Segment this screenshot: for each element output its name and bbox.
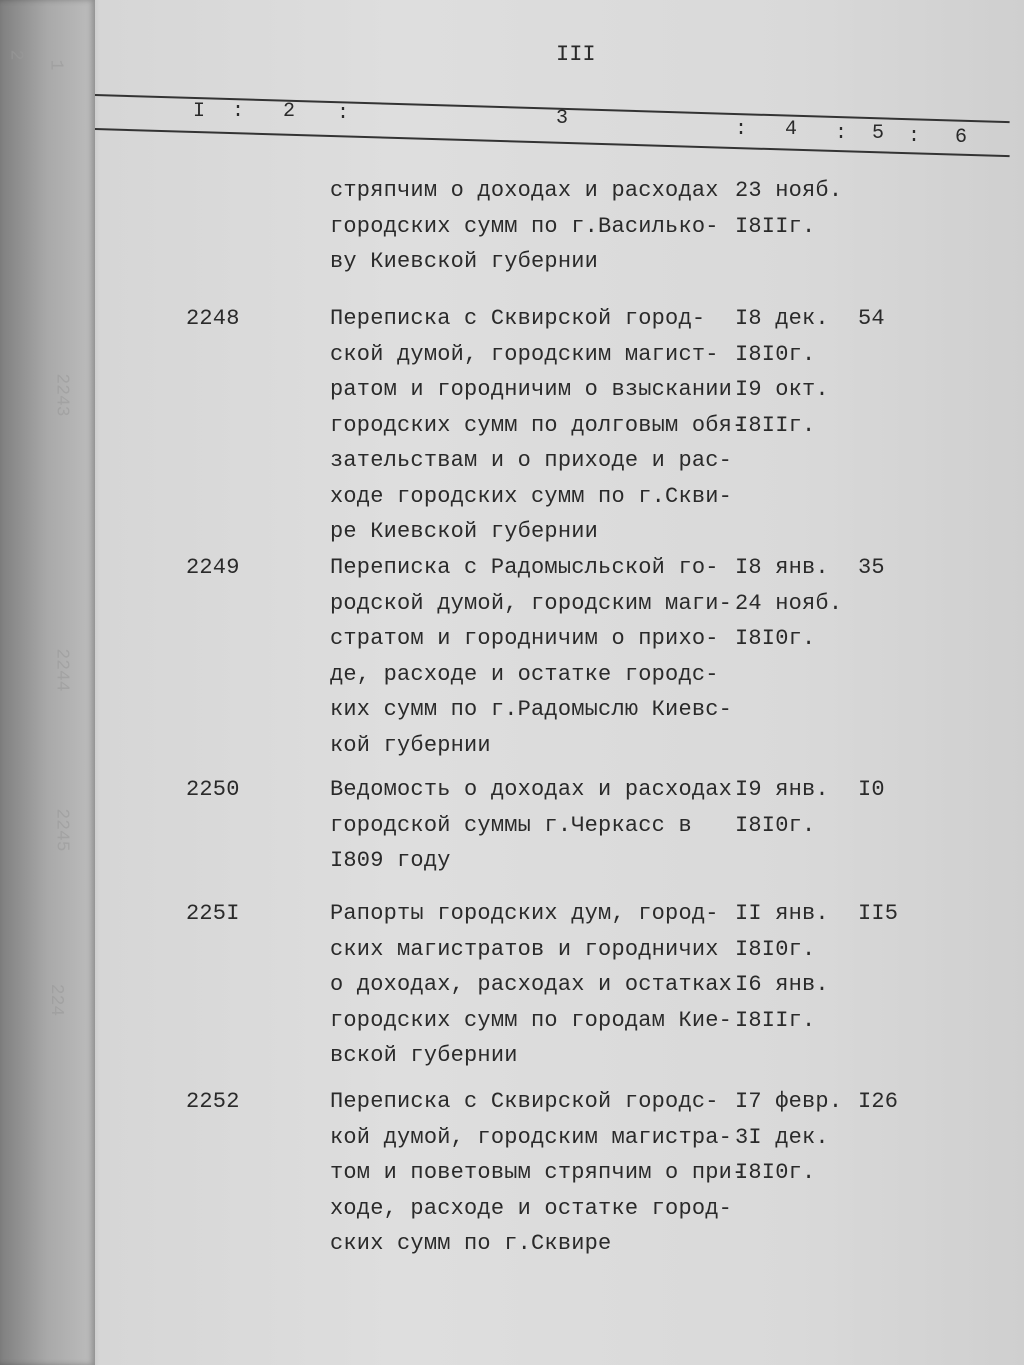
entry-date-line: I8 дек.: [735, 306, 829, 331]
entry-sheet-count: I26: [858, 1089, 899, 1114]
entry-number: 2248: [186, 306, 240, 331]
entry-description-line: ву Киевской губернии: [330, 249, 599, 274]
entry-date-line: I8IIг.: [735, 1007, 816, 1033]
entry-sheet-count: 35: [858, 555, 885, 580]
entry-date-line: I8I0г.: [735, 1160, 816, 1185]
entry-description-line: кой думой, городским магистра-: [330, 1124, 733, 1150]
column-header-label: 2: [283, 100, 296, 123]
entry-date-line: I8I0г.: [735, 341, 816, 367]
entry-description-line: ских магистратов и городничих: [330, 936, 719, 962]
page-number: III: [556, 42, 596, 67]
entry-description-line: зательствам и о приходе и рас-: [330, 448, 733, 473]
entry-date-line: I8 янв.: [735, 555, 829, 580]
column-separator: :: [337, 102, 350, 125]
entry-date-line: I7 февр.: [735, 1089, 843, 1114]
entry-number: 2249: [186, 555, 240, 580]
facing-page-number: 2245: [51, 808, 72, 852]
facing-page-edge: [0, 0, 95, 1365]
entry-description-line: ских сумм по г.Сквире: [330, 1231, 612, 1256]
entry-date-line: I8IIг.: [735, 213, 816, 239]
entry-description-line: де, расходе и остатке городс-: [330, 661, 719, 687]
entry-date-line: I8I0г.: [735, 812, 816, 838]
entry-description-line: ких сумм по г.Радомыслю Киевс-: [330, 697, 733, 722]
column-separator: :: [908, 125, 921, 148]
column-header-label: 5: [872, 122, 885, 145]
entry-description-line: кой губернии: [330, 732, 491, 758]
column-separator: :: [735, 118, 748, 141]
column-separator: :: [835, 122, 848, 145]
entry-description-line: Рапорты городских дум, город-: [330, 901, 719, 926]
entry-description-line: городских сумм по городам Кие-: [330, 1007, 733, 1033]
entry-description-line: ходе городских сумм по г.Скви-: [330, 483, 733, 509]
entry-description-line: ской думой, городским магист-: [330, 341, 719, 367]
entry-description-line: родской думой, городским маги-: [330, 590, 733, 616]
entry-description-line: городских сумм по г.Василько-: [330, 213, 719, 239]
entry-date-line: I8I0г.: [735, 626, 816, 651]
entry-sheet-count: 54: [858, 306, 885, 331]
entry-description-line: ре Киевской губернии: [330, 519, 599, 544]
entry-description-line: Ведомость о доходах и расходах: [330, 777, 733, 802]
entry-description-line: ходе, расходе и остатке город-: [330, 1195, 733, 1221]
entry-date-line: I6 янв.: [735, 972, 829, 997]
column-header-label: 6: [955, 126, 968, 149]
entry-date-line: 23 нояб.: [735, 178, 843, 203]
entry-description-line: городских сумм по долговым обя-: [330, 412, 746, 438]
entry-number: 225I: [186, 901, 240, 926]
entry-sheet-count: I0: [858, 777, 885, 802]
entry-number: 2250: [186, 777, 240, 802]
entry-number: 2252: [186, 1089, 240, 1114]
column-header-label: 3: [556, 107, 569, 130]
entry-description-line: ратом и городничим о взыскании: [330, 377, 733, 402]
facing-page-number: 2243: [51, 373, 72, 417]
entry-description-line: I809 году: [330, 848, 451, 873]
entry-sheet-count: II5: [858, 901, 899, 926]
entry-date-line: I9 янв.: [735, 777, 829, 802]
entry-date-line: I9 окт.: [735, 377, 829, 402]
entry-description-line: Переписка с Радомысльской го-: [330, 555, 719, 580]
entry-description-line: стратом и городничим о прихо-: [330, 626, 719, 651]
entry-description-line: Переписка с Сквирской городс-: [330, 1089, 719, 1114]
entry-date-line: II янв.: [735, 901, 829, 926]
entry-date-line: I8I0г.: [735, 936, 816, 962]
entry-description-line: вской губернии: [330, 1043, 518, 1068]
column-header-label: I: [193, 100, 206, 123]
entry-description-line: том и поветовым стряпчим о при-: [330, 1160, 746, 1185]
entry-description-line: о доходах, расходах и остатках: [330, 972, 733, 997]
column-header-label: 4: [785, 118, 798, 141]
entry-description-line: стряпчим о доходах и расходах: [330, 178, 719, 203]
entry-description-line: городской суммы г.Черкасс в: [330, 812, 692, 838]
facing-page-number: 2: [5, 49, 26, 61]
entry-date-line: 3I дек.: [735, 1124, 829, 1150]
facing-page-number: 2244: [51, 648, 72, 692]
entry-date-line: I8IIг.: [735, 412, 816, 438]
column-separator: :: [232, 100, 245, 123]
facing-page-number: 1: [45, 59, 66, 71]
facing-page-number: 224: [46, 983, 67, 1017]
entry-date-line: 24 нояб.: [735, 590, 843, 616]
entry-description-line: Переписка с Сквирской город-: [330, 306, 706, 331]
